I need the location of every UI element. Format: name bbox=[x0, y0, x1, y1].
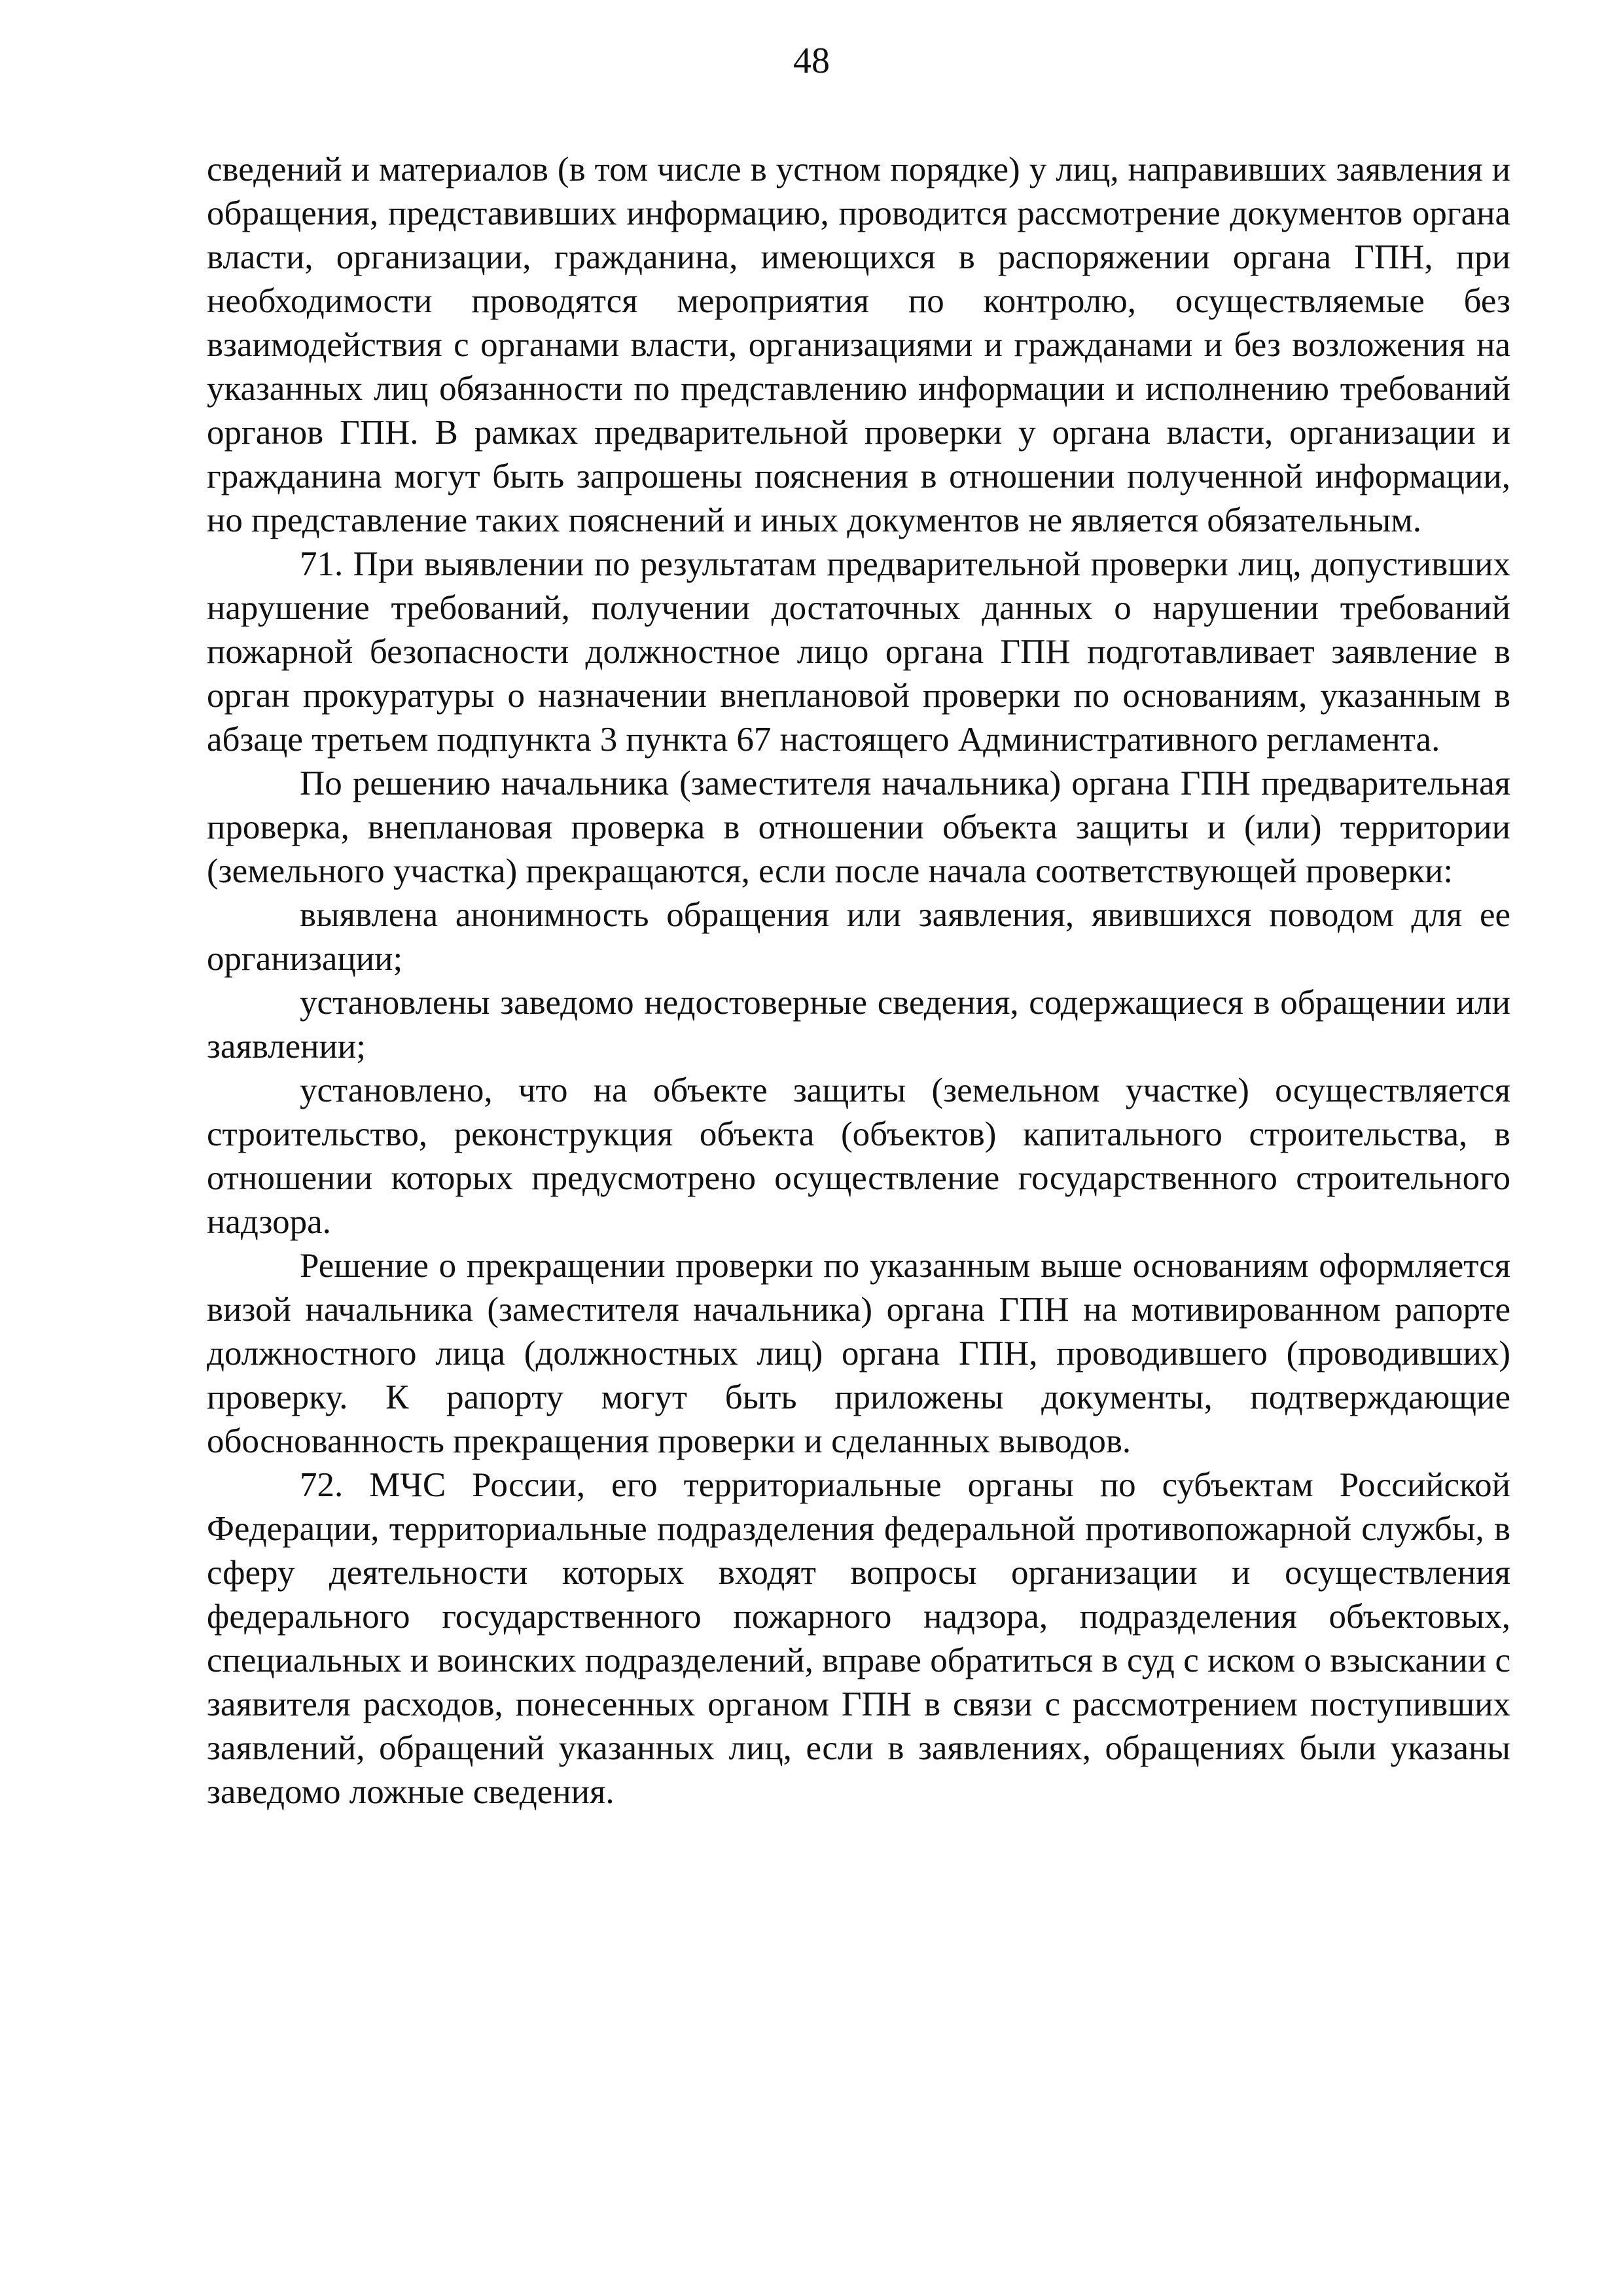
paragraph-condition-anonymity: выявлена анонимность обращения или заявления, явившихся поводом для ее организации; bbox=[207, 896, 1510, 978]
paragraph-72: 72. МЧС России, его территориальные органы по субъектам Российской Федерации, территориальные подразделения федеральной противопожарной службы, в сферу деятельности которых входят вопросы организации и осуществления федерального государственного пожарного надзора, подразделения объектовых, специальных и воинских подразделений, вправе обратиться в суд с иском о взыскании с заявителя расходов, понесенных органом ГПН в связи с рассмотрением поступивших заявлений, обращений указанных лиц, если в заявлениях, обращениях были указаны заведомо ложные сведения. bbox=[207, 1466, 1510, 1811]
paragraph-termination-decision: По решению начальника (заместителя начальника) органа ГПН предварительная проверка, внеплановая проверка в отношении объекта защиты и (или) территории (земельного участка) прекращаются, если после начала соответствующей проверки: bbox=[207, 764, 1510, 890]
page-number: 48 bbox=[793, 41, 830, 81]
paragraph-condition-false-info: установлены заведомо недостоверные сведения, содержащиеся в обращении или заявлении; bbox=[207, 984, 1510, 1066]
document-body bbox=[207, 148, 1510, 1814]
paragraph-condition-construction: установлено, что на объекте защиты (земельном участке) осуществляется строительство, реконструкция объекта (объектов) капитального строительства, в отношении которых предусмотрено осуществление государственного строительного надзора. bbox=[207, 1071, 1510, 1241]
paragraph-decision-formalization: Решение о прекращении проверки по указанным выше основаниям оформляется визой начальника (заместителя начальника) органа ГПН на мотивированном рапорте должностного лица (должностных лиц) органа ГПН, проводившего (проводивших) проверку. К рапорту могут быть приложены документы, подтверждающие обоснованность прекращения проверки и сделанных выводов. bbox=[207, 1247, 1510, 1460]
paragraph-71: 71. При выявлении по результатам предварительной проверки лиц, допустивших нарушение требований, получении достаточных данных о нарушении требований пожарной безопасности должностное лицо органа ГПН подготавливает заявление в орган прокуратуры о назначении внеплановой проверки по основаниям, указанным в абзаце третьем подпункта 3 пункта 67 настоящего Административного регламента. bbox=[207, 545, 1510, 759]
paragraph-continuation: сведений и материалов (в том числе в устном порядке) у лиц, направивших заявления и обращения, представивших информацию, проводится рассмотрение документов органа власти, организации, гражданина, имеющихся в распоряжении органа ГПН, при необходимости проводятся мероприятия по контролю, осуществляемые без взаимодействия с органами власти, организациями и гражданами и без возложения на указанных лиц обязанности по представлению информации и исполнению требований органов ГПН. В рамках предварительной проверки у органа власти, организации и гражданина могут быть запрошены пояснения в отношении полученной информации, но представление таких пояснений и иных документов не является обязательным. bbox=[207, 151, 1510, 539]
